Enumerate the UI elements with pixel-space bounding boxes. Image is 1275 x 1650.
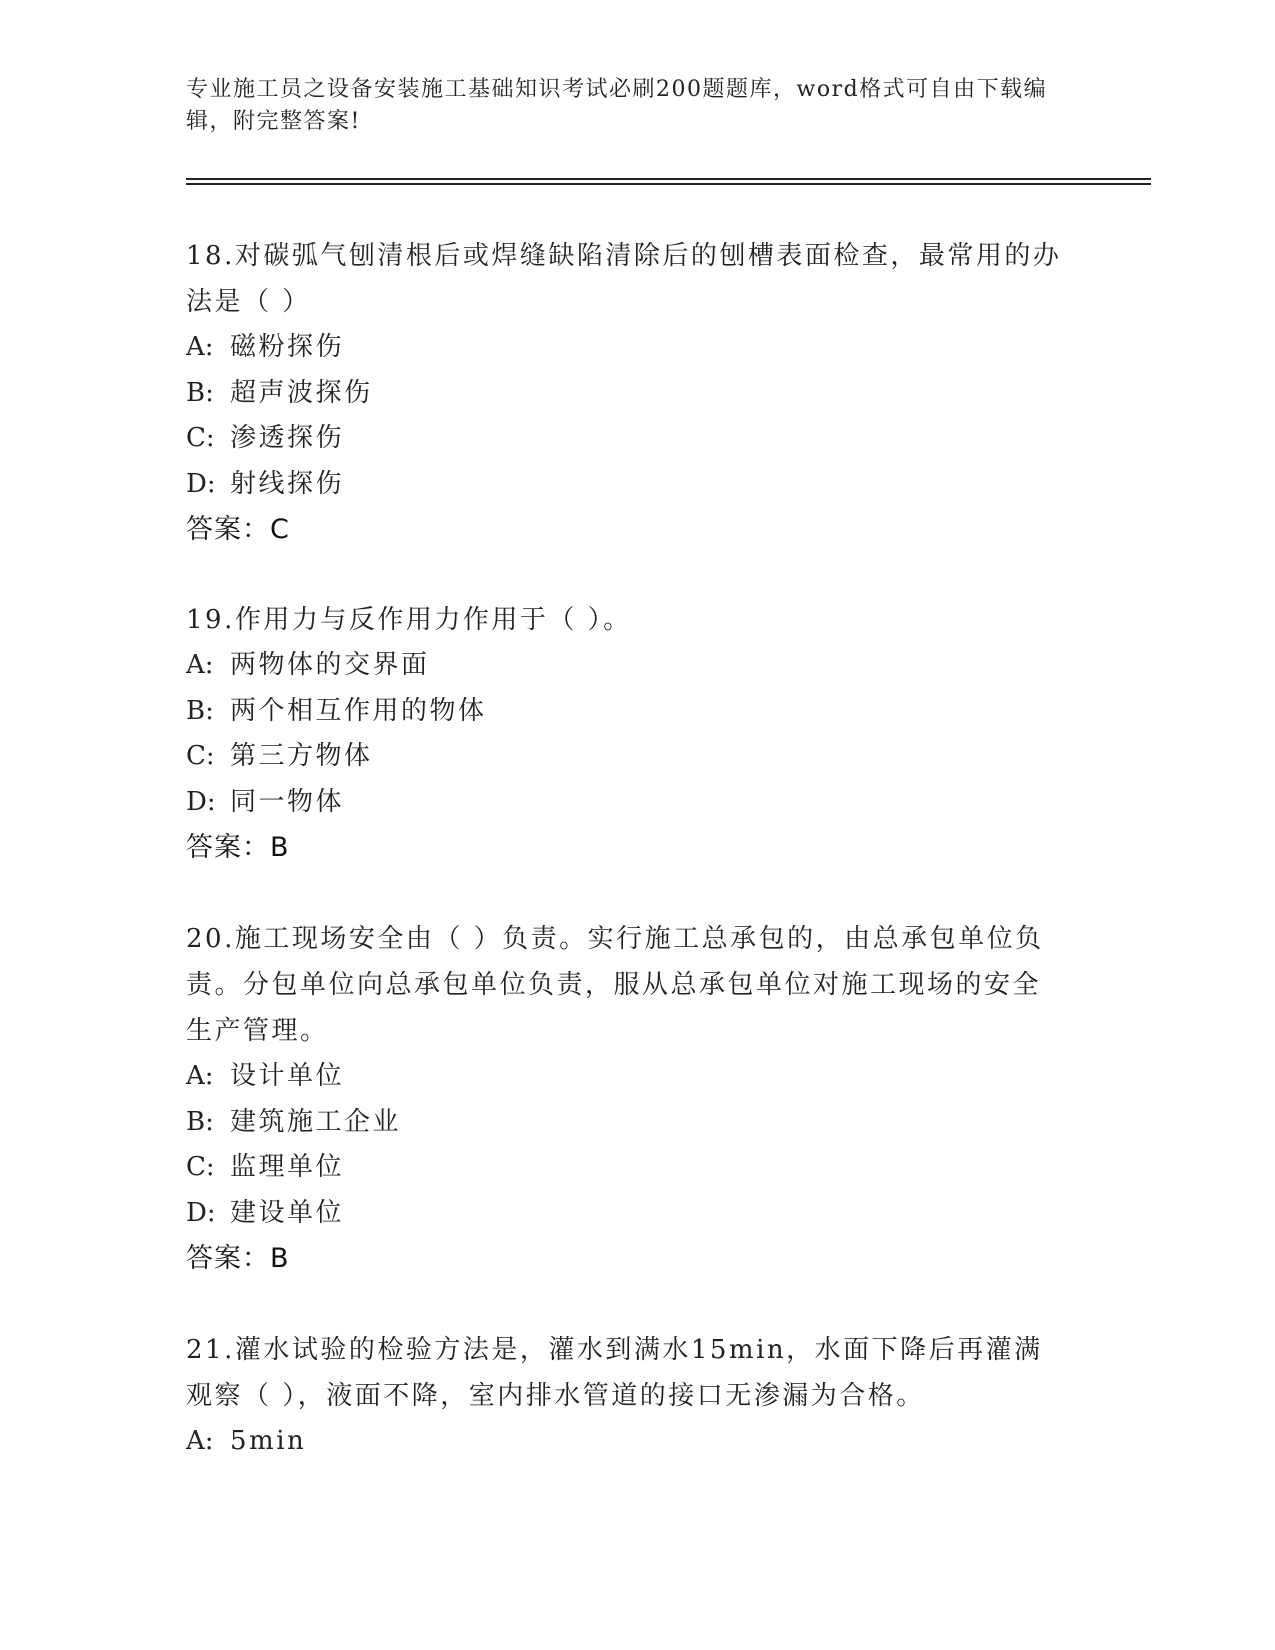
- option-a: [186, 1054, 1066, 1100]
- option-b: [186, 1100, 1066, 1146]
- option-text: 两物体的交界面: [230, 650, 430, 680]
- option-letter: B:: [186, 695, 214, 726]
- answer-line: 答案：B: [186, 832, 290, 863]
- question-text: 21.灌水试验的检验方法是，灌水到满水15min，水面下降后再灌满观察（ ），液面不降，室内排水管道的接口无渗漏为合格。: [186, 1335, 1043, 1411]
- option-letter: A:: [186, 1061, 214, 1091]
- option-text: 5min: [230, 1426, 307, 1456]
- answer-line: 答案：B: [186, 1243, 290, 1274]
- question-20: [186, 916, 1066, 1282]
- option-text: 磁粉探伤: [230, 332, 345, 362]
- answer-line: 答案：C: [186, 514, 290, 545]
- question-18: [186, 233, 1066, 553]
- question-text: 18.对碳弧气刨清根后或焊缝缺陷清除后的刨槽表面检查，最常用的办法是（ ）: [186, 241, 1062, 317]
- option-letter: D:: [186, 468, 216, 499]
- option-d: [186, 1191, 1066, 1237]
- option-text: 同一物体: [230, 786, 345, 817]
- option-letter: A:: [186, 1426, 214, 1456]
- question-21: [186, 1327, 1066, 1465]
- option-text: 监理单位: [230, 1152, 345, 1182]
- option-d: [186, 780, 1066, 826]
- option-text: 第三方物体: [230, 741, 373, 771]
- option-d: [186, 462, 1066, 508]
- option-letter: A:: [186, 650, 214, 680]
- option-text: 两个相互作用的物体: [230, 695, 487, 726]
- option-text: 射线探伤: [230, 468, 345, 499]
- option-text: 建筑施工企业: [230, 1106, 402, 1137]
- question-text: 20.施工现场安全由（ ）负责。实行施工总承包的，由总承包单位负责。分包单位向总承包单位负责，服从总承包单位对施工现场的安全生产管理。: [186, 924, 1044, 1046]
- option-a: [186, 1419, 1066, 1465]
- option-a: [186, 325, 1066, 371]
- option-letter: B:: [186, 377, 214, 408]
- option-letter: D:: [186, 1197, 216, 1228]
- option-letter: C:: [186, 423, 215, 453]
- option-b: [186, 689, 1066, 735]
- option-text: 设计单位: [230, 1061, 345, 1091]
- option-letter: C:: [186, 741, 215, 771]
- option-text: 渗透探伤: [230, 423, 345, 453]
- option-b: [186, 371, 1066, 417]
- header-divider-top: [186, 178, 1151, 180]
- option-text: 建设单位: [230, 1197, 345, 1228]
- option-letter: A:: [186, 332, 214, 362]
- question-19: [186, 597, 1066, 871]
- option-letter: C:: [186, 1152, 215, 1182]
- option-text: 超声波探伤: [230, 377, 373, 408]
- option-c: [186, 1145, 1066, 1191]
- option-a: [186, 643, 1066, 689]
- option-letter: D:: [186, 786, 216, 817]
- option-c: [186, 734, 1066, 780]
- option-letter: B:: [186, 1106, 214, 1137]
- question-text: 19.作用力与反作用力作用于（ ）。: [186, 605, 632, 635]
- document-header: 专业施工员之设备安装施工基础知识考试必刷200题题库，word格式可自由下载编辑，附完整答案!: [186, 77, 1048, 134]
- option-c: [186, 416, 1066, 462]
- header-divider-bottom: [186, 183, 1151, 185]
